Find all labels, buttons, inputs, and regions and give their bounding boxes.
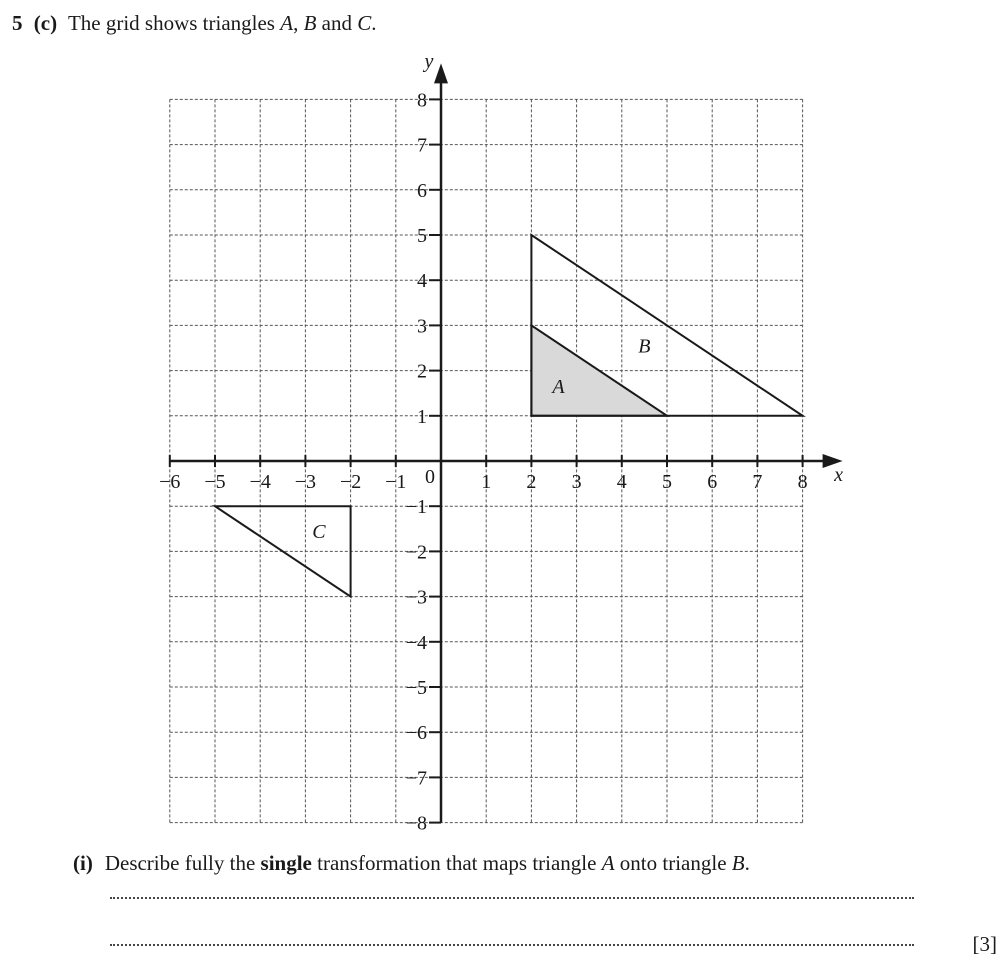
y-tick-label: −6 xyxy=(405,722,427,745)
y-tick-label: 2 xyxy=(417,360,427,383)
y-axis-label: y xyxy=(424,50,434,73)
x-tick-label: −3 xyxy=(294,471,317,493)
y-tick-label: −7 xyxy=(405,767,427,790)
x-tick-label: 1 xyxy=(481,471,492,493)
y-tick-label: −3 xyxy=(405,586,427,609)
x-tick-label: 4 xyxy=(616,471,627,493)
origin-label: 0 xyxy=(425,466,435,488)
x-tick-label: 3 xyxy=(571,471,582,493)
x-tick-label: −6 xyxy=(159,471,181,493)
y-tick-label: −2 xyxy=(405,541,427,564)
answer-line-2[interactable] xyxy=(110,944,914,946)
x-tick-label: −5 xyxy=(204,471,226,493)
axis-labels xyxy=(159,50,843,834)
y-tick-label: −8 xyxy=(405,812,427,835)
subpart-triangle-a: A xyxy=(601,851,615,875)
intro-suffix: . xyxy=(371,11,377,35)
x-tick-label: 2 xyxy=(526,471,537,493)
intro-triangle-a: A xyxy=(280,11,294,35)
y-tick-label: 1 xyxy=(417,405,427,428)
x-tick-label: −4 xyxy=(249,471,271,493)
y-tick-label: 5 xyxy=(417,225,427,247)
intro-prefix: The grid shows triangles xyxy=(67,11,281,35)
triangles xyxy=(215,235,803,597)
y-tick-label: 6 xyxy=(417,179,427,202)
y-tick-label: −4 xyxy=(405,631,427,654)
subpart-bold-word: single xyxy=(260,851,312,875)
subpart-text-2: transformation that maps triangle xyxy=(311,851,602,875)
subpart-text-3: onto triangle xyxy=(614,851,732,875)
triangle-b-label: B xyxy=(638,335,651,358)
y-tick-label: −5 xyxy=(405,677,427,699)
x-tick-label: 6 xyxy=(707,471,718,493)
intro-triangle-b: B xyxy=(303,11,317,35)
question-part: (c) xyxy=(33,11,58,35)
x-tick-label: 7 xyxy=(752,471,763,493)
y-tick-label: 8 xyxy=(417,89,427,112)
x-tick-label: 8 xyxy=(797,471,808,493)
marks-label: [3] xyxy=(972,932,997,956)
y-tick-label: 4 xyxy=(417,270,427,293)
y-tick-label: 7 xyxy=(417,134,427,157)
subpart-label: (i) xyxy=(73,851,93,875)
intro-sep-2: and xyxy=(316,11,358,35)
x-tick-label: 5 xyxy=(662,471,672,493)
x-tick-label: −1 xyxy=(385,471,407,493)
subpart-triangle-b: B xyxy=(731,851,745,875)
subpart-text-1: Describe fully the xyxy=(104,851,261,875)
axes xyxy=(170,63,843,822)
subpart-i xyxy=(73,848,750,878)
answer-line-1[interactable] xyxy=(110,897,914,899)
intro-sep-1: , xyxy=(293,11,304,35)
x-axis-label: x xyxy=(834,464,844,486)
subpart-text-4: . xyxy=(744,851,750,875)
x-tick-label: −2 xyxy=(339,471,362,493)
y-axis-arrow xyxy=(434,63,448,83)
intro-triangle-c: C xyxy=(357,11,372,35)
question-number: 5 xyxy=(12,11,23,35)
triangle-c-label: C xyxy=(312,520,326,543)
y-tick-label: 3 xyxy=(417,315,427,338)
triangle-a-label: A xyxy=(552,376,565,399)
y-tick-label: −1 xyxy=(405,496,427,519)
